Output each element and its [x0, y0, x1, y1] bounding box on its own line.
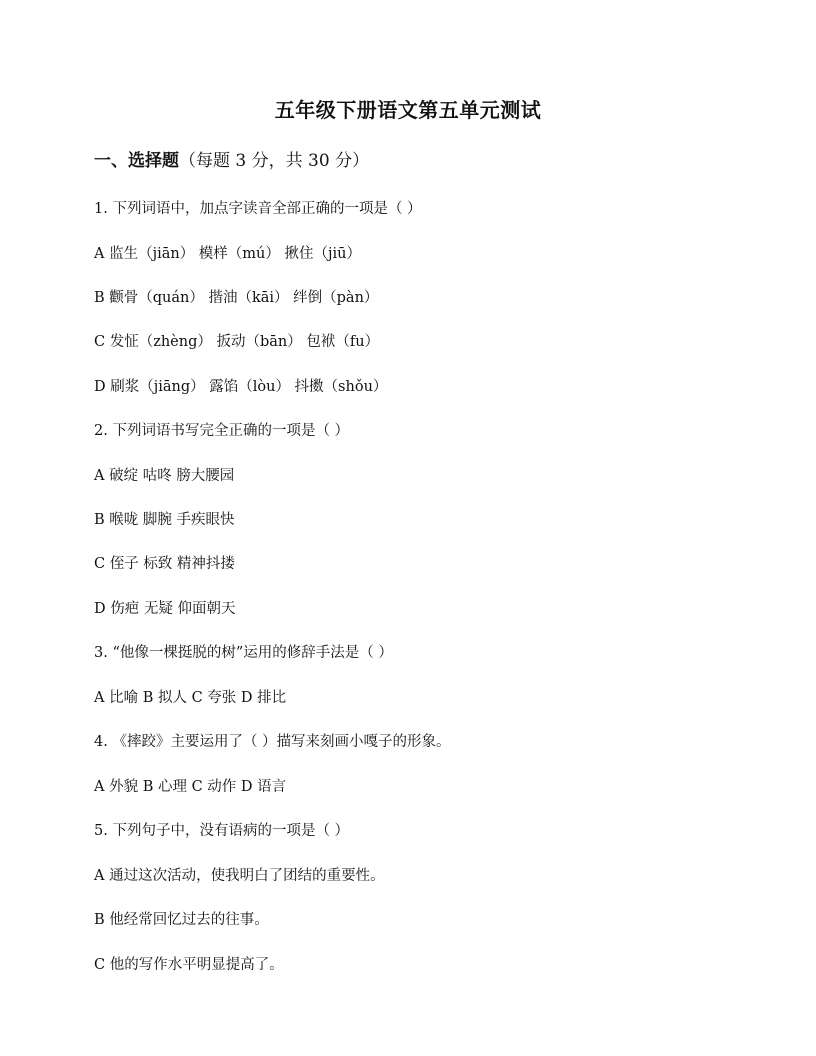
option-5c: C 他的写作水平明显提高了。	[94, 957, 284, 973]
option-2c: C 侄子 标致 精神抖搂	[94, 556, 235, 572]
section-heading-label: 一、选择题	[94, 151, 179, 171]
section-heading	[94, 148, 369, 174]
option-5a: A 通过这次活动，使我明白了团结的重要性。	[94, 868, 385, 884]
option-5b: B 他经常回忆过去的往事。	[94, 912, 269, 928]
option-1c: C 发怔（zhèng） 扳动（bān） 包袱（fu）	[94, 334, 380, 350]
question-3: 3. “他像一棵挺脱的树”运用的修辞手法是（ ）	[94, 645, 393, 661]
question-5: 5. 下列句子中，没有语病的一项是（ ）	[94, 823, 350, 839]
option-2d: D 伤疤 无疑 仰面朝天	[94, 601, 236, 617]
options-3: A 比喻 B 拟人 C 夸张 D 排比	[94, 690, 287, 706]
option-2b: B 喉咙 脚腕 手疾眼快	[94, 512, 235, 528]
option-1d: D 刷浆（jiāng） 露馅（lòu） 抖擞（shǒu）	[94, 379, 388, 395]
page-title: 五年级下册语文第五单元测试	[274, 98, 542, 122]
option-1b: B 颧骨（quán） 揩油（kāi） 绊倒（pàn）	[94, 290, 379, 306]
question-1: 1. 下列词语中，加点字读音全部正确的一项是（ ）	[94, 201, 422, 217]
option-1a: A 监生（jiān） 模样（mú） 揪住（jiū）	[94, 246, 361, 262]
section-heading-note: （每题 3 分，共 30 分）	[179, 151, 370, 171]
option-2a: A 破绽 咕咚 膀大腰园	[94, 468, 235, 484]
question-4: 4. 《摔跤》主要运用了（ ）描写来刻画小嘎子的形象。	[94, 734, 451, 750]
question-2: 2. 下列词语书写完全正确的一项是（ ）	[94, 423, 350, 439]
options-4: A 外貌 B 心理 C 动作 D 语言	[94, 779, 287, 795]
